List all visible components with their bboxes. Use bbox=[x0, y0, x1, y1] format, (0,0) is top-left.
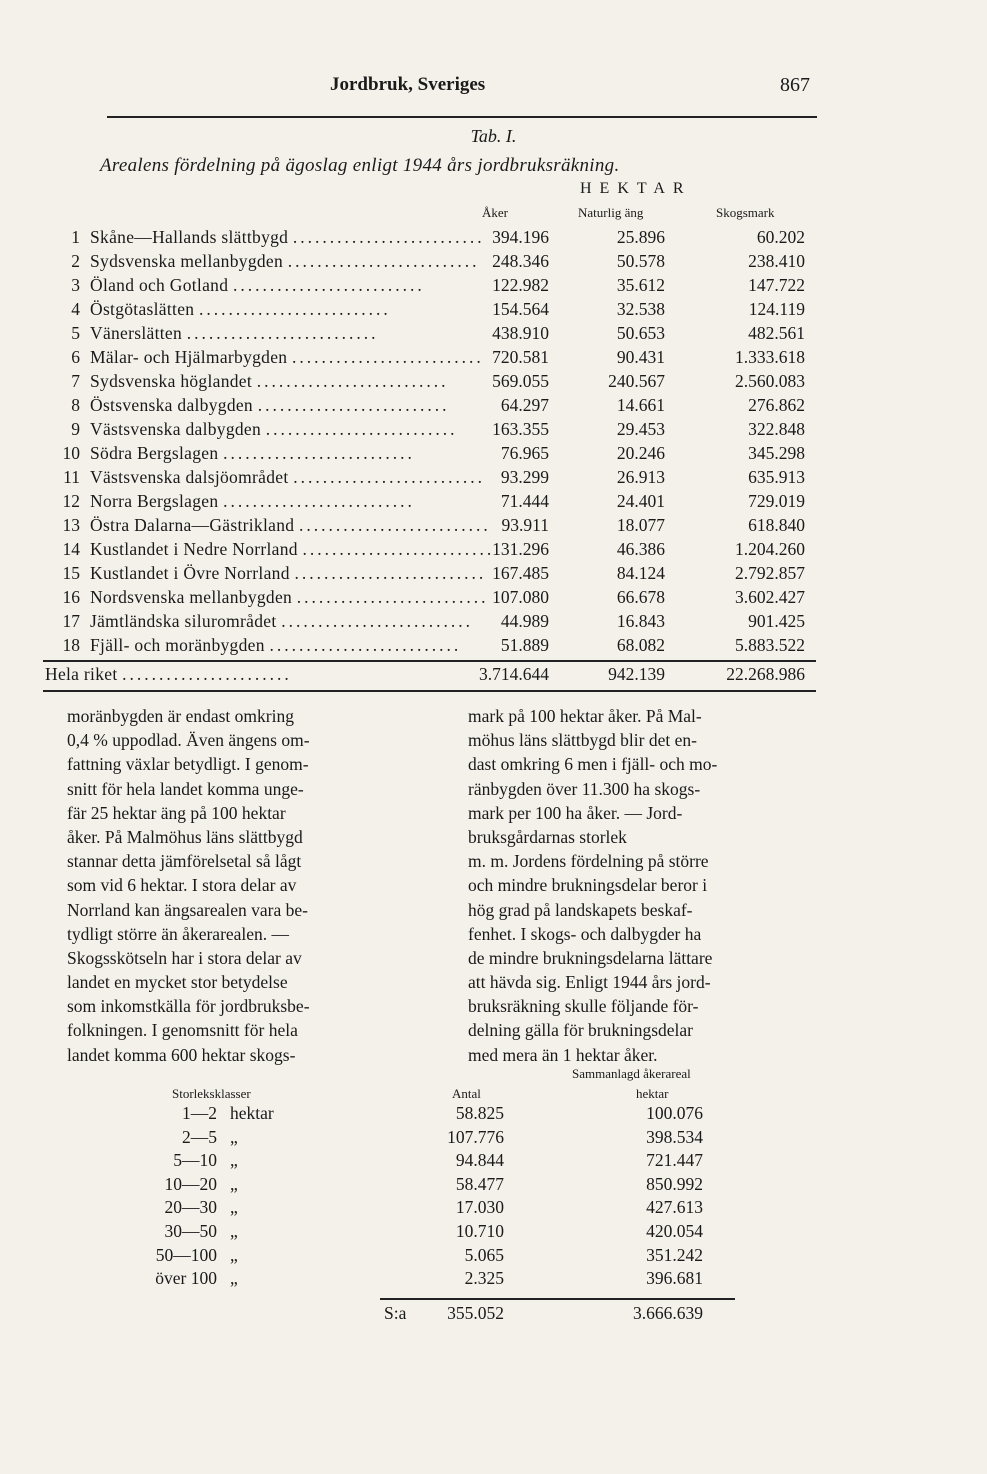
table-caption: Arealens fördelning på ägoslag enligt 1944 års jordbruksräkning. bbox=[100, 155, 620, 176]
total-skog: 22.268.986 bbox=[726, 664, 805, 684]
arable-area: 850.992 bbox=[646, 1173, 703, 1194]
cell-aker: 167.485 bbox=[492, 563, 549, 583]
total-ang: 942.139 bbox=[608, 664, 665, 684]
table-row: 5 Vänerslätten .......................... 438.910 50.653 482.561 bbox=[71, 323, 805, 343]
cell-skog: 5.883.522 bbox=[735, 635, 805, 655]
text-line: ränbygden över 11.300 ha skogs- bbox=[468, 778, 701, 799]
row-number: 16 bbox=[62, 587, 80, 607]
row-number: 14 bbox=[62, 539, 80, 559]
size-unit: „ bbox=[230, 1150, 238, 1171]
cell-skog: 635.913 bbox=[748, 467, 805, 487]
text-line: folkningen. I genomsnitt för hela bbox=[67, 1020, 298, 1041]
sum-count: 355.052 bbox=[447, 1303, 504, 1323]
arable-area: 420.054 bbox=[646, 1221, 703, 1241]
row-number: 12 bbox=[62, 491, 80, 511]
table-row: 11 Västsvenska dalsjöområdet .......................... 93.299 26.913 635.913 bbox=[63, 467, 805, 487]
arable-area: 721.447 bbox=[646, 1150, 703, 1171]
text-line: m. m. Jordens fördelning på större bbox=[468, 851, 709, 872]
text-line: delning gälla för brukningsdelar bbox=[468, 1020, 694, 1041]
text-line: som vid 6 hektar. I stora delar av bbox=[67, 875, 297, 896]
arable-area: 398.534 bbox=[646, 1126, 703, 1147]
text-line: de mindre brukningsdelarna lättare bbox=[468, 947, 713, 968]
text-line: som inkomstkälla för jordbruksbe- bbox=[67, 996, 310, 1017]
farm-count: 10.710 bbox=[455, 1221, 504, 1241]
farm-count: 58.477 bbox=[455, 1173, 504, 1194]
farm-count: 94.844 bbox=[455, 1150, 504, 1171]
cell-aker: 107.080 bbox=[492, 587, 549, 607]
cell-ang: 50.653 bbox=[616, 323, 665, 343]
row-number: 2 bbox=[71, 251, 80, 271]
col-header-skog: Skogsmark bbox=[716, 205, 775, 220]
table-row: 18 Fjäll- och moränbygden .......................... 51.889 68.082 5.883.522 bbox=[62, 635, 805, 655]
body-text-right bbox=[468, 704, 816, 1067]
arable-area: 100.076 bbox=[646, 1103, 703, 1123]
size-class-row bbox=[0, 1245, 987, 1269]
sum-rule bbox=[380, 1298, 735, 1300]
text-line: hög grad på landskapets beskaf- bbox=[468, 899, 693, 920]
row-number: 5 bbox=[71, 323, 80, 343]
size-unit: „ bbox=[230, 1197, 238, 1218]
total-label: Hela riket bbox=[45, 664, 118, 684]
size-range: 50—100 bbox=[155, 1244, 217, 1265]
text-line: stannar detta jämförelsetal så lågt bbox=[67, 851, 302, 872]
row-number: 15 bbox=[62, 563, 80, 583]
header-rule bbox=[107, 116, 817, 118]
arable-area: 396.681 bbox=[646, 1268, 703, 1289]
size-class-row bbox=[0, 1268, 987, 1292]
cell-aker: 720.581 bbox=[492, 347, 549, 367]
cell-ang: 29.453 bbox=[616, 419, 665, 439]
size-unit: „ bbox=[230, 1221, 238, 1241]
text-line: fattning växlar betydligt. I genom- bbox=[67, 754, 309, 775]
unit-heading: HEKTAR bbox=[580, 180, 692, 197]
cell-skog: 901.425 bbox=[748, 611, 805, 631]
body-text-left bbox=[67, 704, 417, 1067]
running-header-title: Jordbruk, Sveriges bbox=[330, 74, 486, 95]
cell-aker: 93.299 bbox=[500, 467, 549, 487]
region-name: Östsvenska dalbygden bbox=[90, 395, 253, 415]
cell-aker: 248.346 bbox=[492, 251, 549, 271]
cell-ang: 50.578 bbox=[616, 251, 665, 271]
text-line: och mindre brukningsdelar beror i bbox=[468, 875, 708, 896]
table-row: 3 Öland och Gotland .......................... 122.982 35.612 147.722 bbox=[71, 275, 805, 295]
text-line: mark på 100 hektar åker. På Mal- bbox=[468, 706, 702, 726]
text-line: tydligt större än åkerarealen. — bbox=[67, 923, 290, 944]
cell-ang: 25.896 bbox=[616, 227, 665, 247]
page-number: 867 bbox=[780, 74, 810, 96]
size-unit: hektar bbox=[230, 1103, 274, 1123]
farm-count: 5.065 bbox=[464, 1244, 504, 1265]
row-number: 18 bbox=[62, 635, 80, 655]
table-row: 2 Sydsvenska mellanbygden .......................... 248.346 50.578 238.410 bbox=[71, 251, 805, 271]
text-line: fär 25 hektar äng på 100 hektar bbox=[67, 802, 286, 823]
cell-ang: 18.077 bbox=[616, 515, 665, 535]
size-range: 2—5 bbox=[182, 1126, 217, 1147]
cell-skog: 2.560.083 bbox=[735, 371, 805, 391]
cell-aker: 44.989 bbox=[500, 611, 549, 631]
region-name: Norra Bergslagen bbox=[90, 491, 219, 511]
t2-header-area-l1: Sammanlagd åkerareal bbox=[572, 1066, 691, 1081]
size-range: 20—30 bbox=[164, 1197, 217, 1218]
size-unit: „ bbox=[230, 1126, 238, 1147]
text-line: Skogsskötseln har i stora delar av bbox=[67, 947, 302, 968]
farm-count: 17.030 bbox=[455, 1197, 504, 1218]
text-line: mark per 100 ha åker. — Jord- bbox=[468, 802, 683, 823]
region-name: Nordsvenska mellanbygden bbox=[90, 587, 293, 607]
table-label: Tab. I. bbox=[470, 126, 517, 146]
col-header-aker: Åker bbox=[482, 205, 508, 220]
text-line: landet komma 600 hektar skogs- bbox=[67, 1044, 296, 1065]
region-name: Sydsvenska mellanbygden bbox=[90, 251, 284, 271]
arable-area: 427.613 bbox=[646, 1197, 703, 1218]
size-class-row bbox=[0, 1103, 987, 1127]
region-name: Skåne—Hallands slättbygd bbox=[90, 227, 289, 247]
cell-ang: 20.246 bbox=[616, 443, 665, 463]
row-number: 17 bbox=[62, 611, 80, 631]
text-line: fenhet. I skogs- och dalbygder ha bbox=[468, 923, 702, 944]
region-name: Östgötaslätten bbox=[90, 299, 195, 319]
t2-header-area-l2: hektar bbox=[636, 1086, 669, 1101]
cell-skog: 2.792.857 bbox=[735, 563, 805, 583]
cell-ang: 240.567 bbox=[608, 371, 665, 391]
size-range: 30—50 bbox=[164, 1221, 217, 1241]
cell-ang: 68.082 bbox=[616, 635, 665, 655]
cell-skog: 276.862 bbox=[748, 395, 805, 415]
cell-aker: 154.564 bbox=[492, 299, 549, 319]
sum-area: 3.666.639 bbox=[633, 1303, 703, 1323]
region-name: Kustlandet i Nedre Norrland bbox=[90, 539, 298, 559]
cell-aker: 64.297 bbox=[500, 395, 549, 415]
size-range: över 100 bbox=[155, 1268, 217, 1289]
text-line: åker. På Malmöhus läns slättbygd bbox=[67, 826, 303, 847]
region-name: Västsvenska dalsjöområdet bbox=[90, 467, 289, 487]
cell-aker: 51.889 bbox=[500, 635, 549, 655]
sum-label: S:a bbox=[384, 1303, 407, 1323]
table-row: 14 Kustlandet i Nedre Norrland .......................... 131.296 46.386 1.204.260 bbox=[62, 539, 805, 559]
row-number: 7 bbox=[71, 371, 80, 391]
cell-aker: 71.444 bbox=[500, 491, 549, 511]
row-number: 9 bbox=[71, 419, 80, 439]
cell-aker: 76.965 bbox=[500, 443, 549, 463]
arable-area: 351.242 bbox=[646, 1244, 703, 1265]
cell-aker: 93.911 bbox=[501, 515, 549, 535]
table-row: 13 Östra Dalarna—Gästrikland .......................... 93.911 18.077 618.840 bbox=[62, 515, 805, 535]
cell-aker: 394.196 bbox=[492, 227, 549, 247]
table-row: 12 Norra Bergslagen .......................... 71.444 24.401 729.019 bbox=[62, 491, 805, 511]
cell-ang: 16.843 bbox=[616, 611, 665, 631]
table-row: 9 Västsvenska dalbygden .......................... 163.355 29.453 322.848 bbox=[71, 419, 805, 439]
table-row: 1 Skåne—Hallands slättbygd .......................... 394.196 25.896 60.202 bbox=[71, 227, 805, 247]
cell-skog: 618.840 bbox=[748, 515, 805, 535]
size-class-row bbox=[0, 1197, 987, 1221]
region-name: Sydsvenska höglandet bbox=[90, 371, 253, 391]
cell-ang: 24.401 bbox=[616, 491, 665, 511]
cell-skog: 60.202 bbox=[756, 227, 805, 247]
row-number: 1 bbox=[71, 227, 80, 247]
cell-ang: 35.612 bbox=[616, 275, 665, 295]
sum-row bbox=[0, 1303, 987, 1327]
total-aker: 3.714.644 bbox=[479, 664, 549, 684]
table-row: 10 Södra Bergslagen .......................... 76.965 20.246 345.298 bbox=[62, 443, 805, 463]
cell-ang: 84.124 bbox=[616, 563, 665, 583]
cell-aker: 131.296 bbox=[492, 539, 549, 559]
text-line: dast omkring 6 men i fjäll- och mo- bbox=[468, 754, 718, 775]
total-rule-bottom bbox=[43, 690, 816, 692]
region-name: Öland och Gotland bbox=[90, 275, 229, 295]
size-unit: „ bbox=[230, 1244, 238, 1265]
cell-ang: 46.386 bbox=[616, 539, 665, 559]
farm-count: 107.776 bbox=[447, 1126, 504, 1147]
region-name: Södra Bergslagen bbox=[90, 443, 219, 463]
cell-ang: 26.913 bbox=[616, 467, 665, 487]
t2-header-class: Storleksklasser bbox=[172, 1086, 251, 1101]
farm-count: 2.325 bbox=[464, 1268, 504, 1289]
row-number: 10 bbox=[62, 443, 80, 463]
total-row: Hela riket ....................... 3.714.644 942.139 22.268.986 bbox=[45, 664, 805, 684]
cell-skog: 345.298 bbox=[748, 443, 805, 463]
table-row: 4 Östgötaslätten .......................... 154.564 32.538 124.119 bbox=[71, 299, 805, 319]
region-name: Fjäll- och moränbygden bbox=[90, 635, 265, 655]
col-header-ang: Naturlig äng bbox=[578, 205, 644, 220]
cell-skog: 482.561 bbox=[748, 323, 805, 343]
text-line: landet en mycket stor betydelse bbox=[67, 972, 288, 993]
size-unit: „ bbox=[230, 1173, 238, 1194]
table-row: 7 Sydsvenska höglandet .......................... 569.055 240.567 2.560.083 bbox=[71, 371, 805, 391]
cell-aker: 438.910 bbox=[492, 323, 549, 343]
table-row: 17 Jämtländska silurområdet .......................... 44.989 16.843 901.425 bbox=[62, 611, 805, 631]
cell-skog: 124.119 bbox=[748, 299, 805, 319]
table-row: 16 Nordsvenska mellanbygden .......................... 107.080 66.678 3.602.427 bbox=[62, 587, 805, 607]
farm-count: 58.825 bbox=[455, 1103, 504, 1123]
size-range: 5—10 bbox=[173, 1150, 217, 1171]
text-line: moränbygden är endast omkring bbox=[67, 706, 294, 726]
text-line: snitt för hela landet komma unge- bbox=[67, 778, 304, 799]
cell-skog: 147.722 bbox=[748, 275, 805, 295]
table-row: 15 Kustlandet i Övre Norrland .......................... 167.485 84.124 2.792.857 bbox=[62, 563, 805, 583]
cell-aker: 122.982 bbox=[492, 275, 549, 295]
size-range: 10—20 bbox=[164, 1173, 217, 1194]
cell-aker: 163.355 bbox=[492, 419, 549, 439]
text-line: bruksgårdarnas storlek bbox=[468, 826, 627, 847]
cell-skog: 729.019 bbox=[748, 491, 805, 511]
region-name: Västsvenska dalbygden bbox=[90, 419, 262, 439]
size-class-row bbox=[0, 1221, 987, 1245]
cell-skog: 3.602.427 bbox=[735, 587, 805, 607]
row-number: 3 bbox=[71, 275, 80, 295]
row-number: 8 bbox=[71, 395, 80, 415]
region-name: Mälar- och Hjälmarbygden bbox=[90, 347, 288, 367]
text-line: bruksräkning skulle följande för- bbox=[468, 996, 699, 1017]
row-number: 4 bbox=[71, 299, 80, 319]
cell-skog: 1.333.618 bbox=[735, 347, 805, 367]
row-number: 11 bbox=[63, 467, 80, 487]
size-class-row bbox=[0, 1150, 987, 1174]
text-line: att hävda sig. Enligt 1944 års jord- bbox=[468, 972, 711, 993]
text-line: 0,4 % uppodlad. Även ängens om- bbox=[67, 730, 310, 751]
region-name: Vänerslätten bbox=[90, 323, 183, 343]
region-name: Jämtländska silurområdet bbox=[90, 611, 277, 631]
cell-aker: 569.055 bbox=[492, 371, 549, 391]
cell-skog: 1.204.260 bbox=[735, 539, 805, 559]
region-name: Östra Dalarna—Gästrikland bbox=[90, 515, 295, 535]
size-class-row bbox=[0, 1174, 987, 1198]
size-class-row bbox=[0, 1127, 987, 1151]
cell-skog: 238.410 bbox=[748, 251, 805, 271]
table-row: 8 Östsvenska dalbygden .......................... 64.297 14.661 276.862 bbox=[71, 395, 805, 415]
cell-skog: 322.848 bbox=[748, 419, 805, 439]
cell-ang: 90.431 bbox=[616, 347, 665, 367]
cell-ang: 66.678 bbox=[616, 587, 665, 607]
cell-ang: 14.661 bbox=[616, 395, 665, 415]
size-unit: „ bbox=[230, 1268, 238, 1289]
text-line: Norrland kan ängsarealen vara be- bbox=[67, 899, 308, 920]
total-rule-top bbox=[43, 660, 816, 662]
region-name: Kustlandet i Övre Norrland bbox=[90, 563, 290, 583]
text-line: med mera än 1 hektar åker. bbox=[468, 1044, 658, 1065]
size-range: 1—2 bbox=[182, 1103, 217, 1123]
cell-ang: 32.538 bbox=[616, 299, 665, 319]
row-number: 13 bbox=[62, 515, 80, 535]
table-row: 6 Mälar- och Hjälmarbygden .......................... 720.581 90.431 1.333.618 bbox=[71, 347, 805, 367]
text-line: möhus läns slättbygd blir det en- bbox=[468, 730, 697, 751]
row-number: 6 bbox=[71, 347, 80, 367]
t2-header-count: Antal bbox=[452, 1086, 481, 1101]
